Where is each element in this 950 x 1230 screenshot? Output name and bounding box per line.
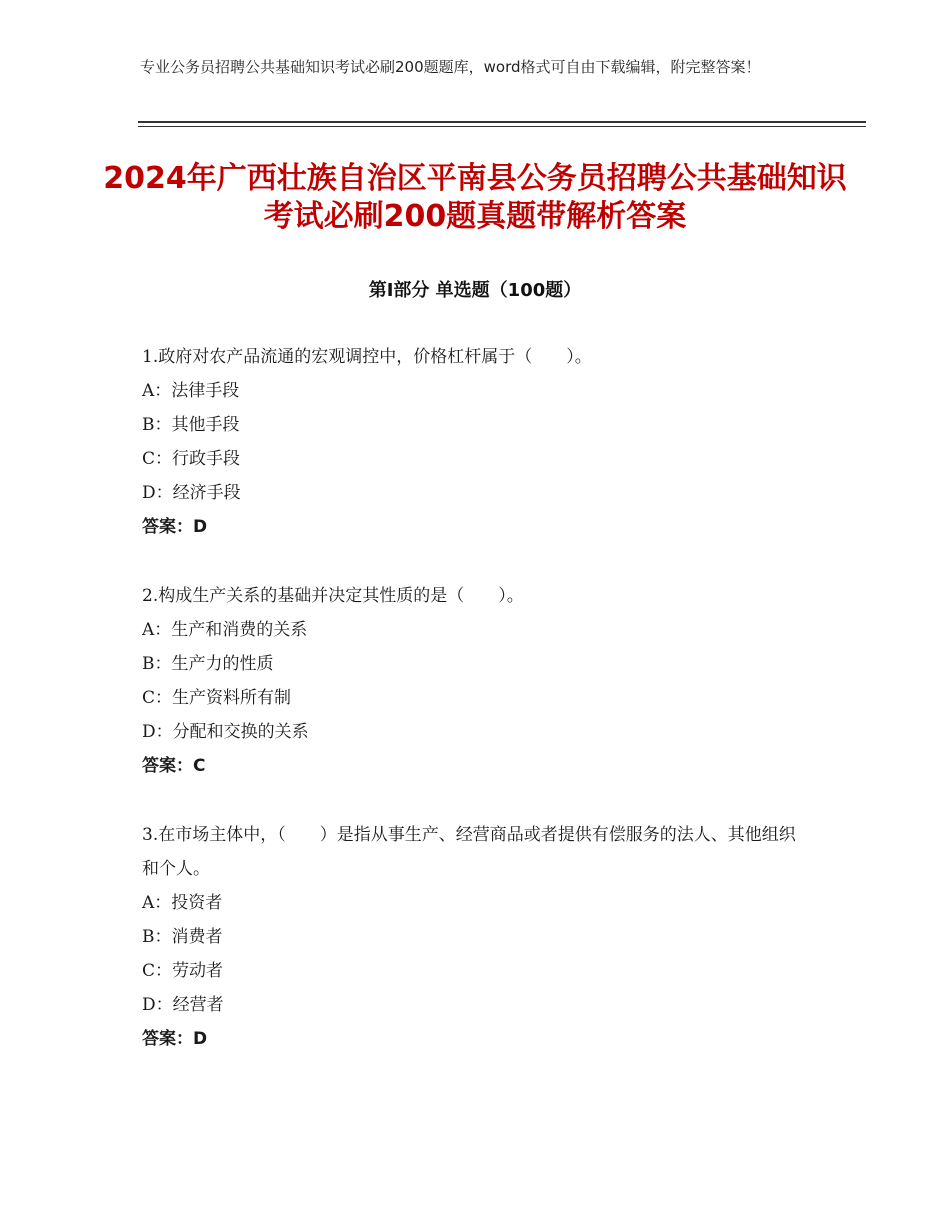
header-divider-thin bbox=[138, 126, 866, 127]
header-note: 专业公务员招聘公共基础知识考试必刷200题题库，word格式可自由下载编辑，附完整答案！ bbox=[140, 58, 761, 76]
option-d: D：经济手段 bbox=[142, 483, 241, 503]
section-heading: 第I部分 单选题（100题） bbox=[368, 280, 582, 301]
question-block bbox=[142, 579, 822, 783]
question-stem: 2.构成生产关系的基础并决定其性质的是（ ）。 bbox=[142, 586, 524, 606]
option-d: D：分配和交换的关系 bbox=[142, 722, 309, 742]
option-c: C：生产资料所有制 bbox=[142, 688, 292, 708]
answer-label: 答案：D bbox=[142, 517, 208, 537]
header-divider-thick bbox=[138, 121, 866, 123]
option-b: B：其他手段 bbox=[142, 415, 240, 435]
question-block bbox=[142, 818, 802, 1056]
question-stem: 1.政府对农产品流通的宏观调控中，价格杠杆属于（ ）。 bbox=[142, 347, 592, 367]
question-stem: 3.在市场主体中，（ ）是指从事生产、经营商品或者提供有偿服务的法人、其他组织和个人。 bbox=[142, 825, 796, 879]
option-b: B：生产力的性质 bbox=[142, 654, 274, 674]
option-c: C：劳动者 bbox=[142, 961, 224, 981]
option-a: A：法律手段 bbox=[142, 381, 240, 401]
option-a: A：生产和消费的关系 bbox=[142, 620, 308, 640]
option-d: D：经营者 bbox=[142, 995, 224, 1015]
option-c: C：行政手段 bbox=[142, 449, 241, 469]
option-a: A：投资者 bbox=[142, 893, 223, 913]
document-title: 2024年广西壮族自治区平南县公务员招聘公共基础知识考试必刷200题真题带解析答案 bbox=[103, 161, 847, 234]
option-b: B：消费者 bbox=[142, 927, 223, 947]
question-block bbox=[142, 340, 822, 544]
answer-label: 答案：C bbox=[142, 756, 206, 776]
answer-label: 答案：D bbox=[142, 1029, 208, 1049]
